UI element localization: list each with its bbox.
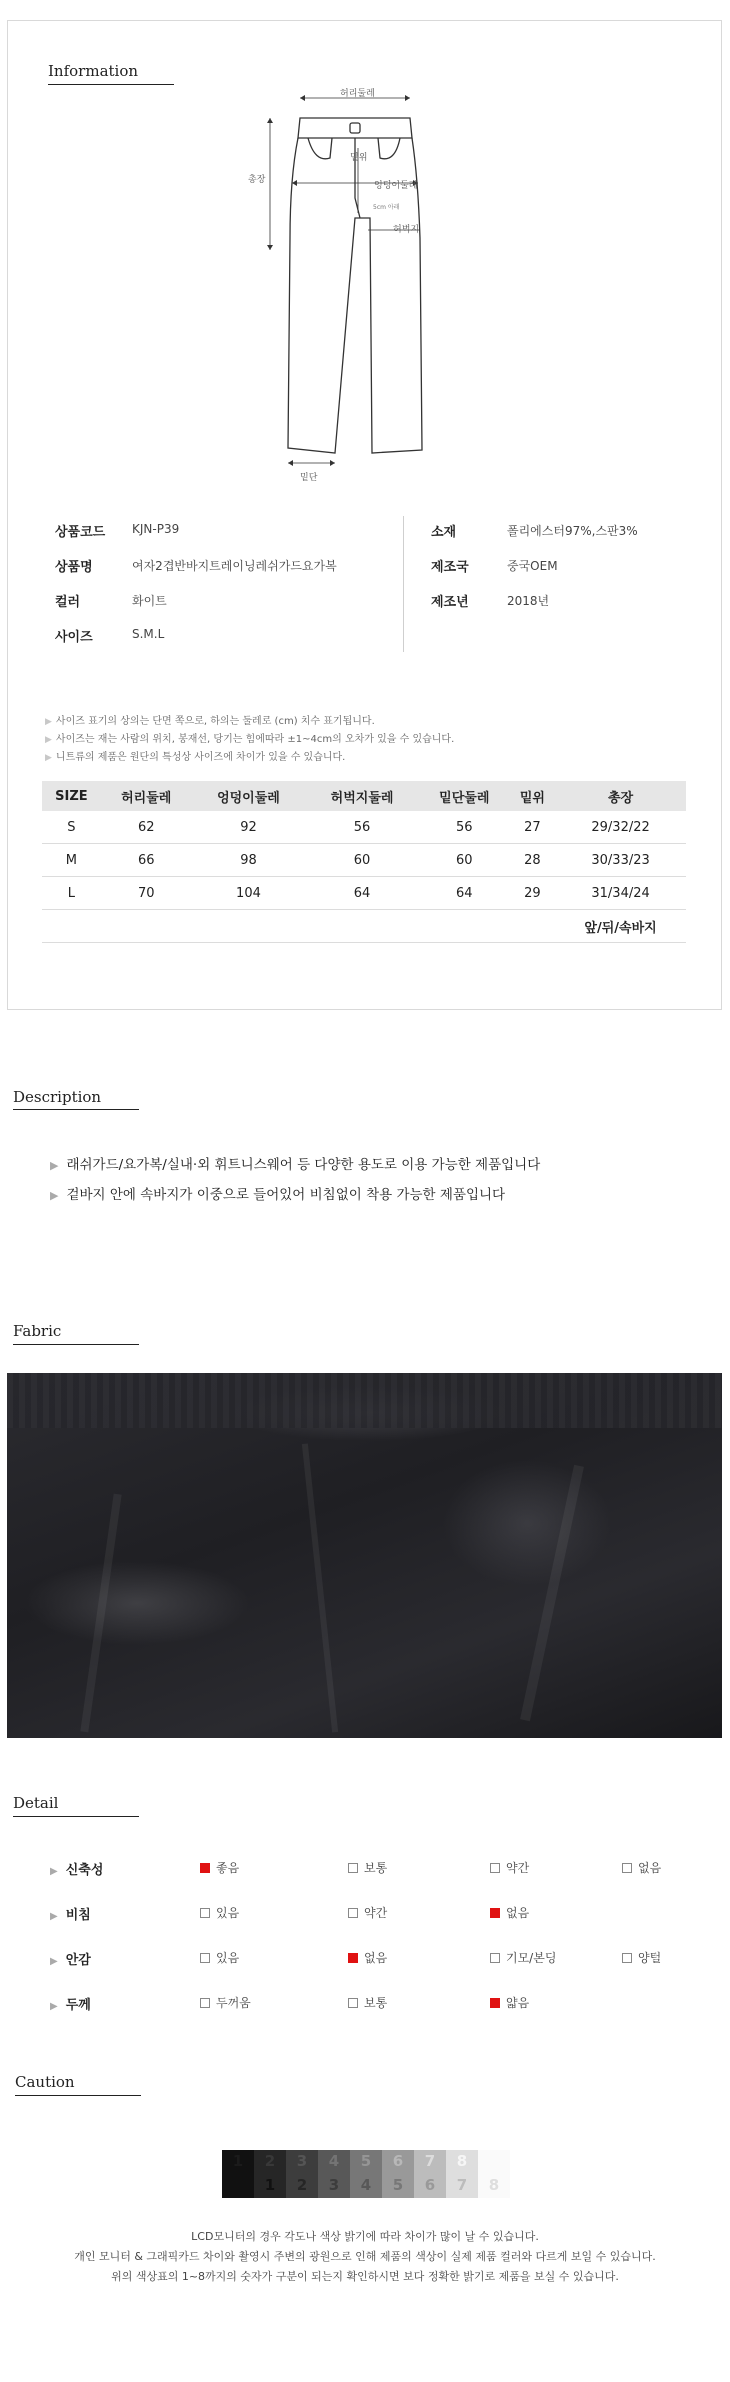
table-cell: 56 bbox=[305, 811, 419, 844]
size-table bbox=[42, 781, 686, 943]
table-cell: 31/34/24 bbox=[555, 877, 686, 910]
description-title-underline bbox=[13, 1109, 139, 1110]
fabric-fold bbox=[302, 1443, 338, 1732]
checkbox-unchecked bbox=[200, 1908, 210, 1918]
detail-label-thickness: ▶ 두께 bbox=[50, 1998, 91, 2013]
fabric-title-underline bbox=[13, 1344, 139, 1345]
table-cell: 104 bbox=[192, 877, 306, 910]
diagram-label-waist: 허리둘레 bbox=[340, 89, 375, 99]
table-cell: 92 bbox=[192, 811, 306, 844]
column-header: 허리둘레 bbox=[101, 781, 192, 811]
detail-option: 얇음 bbox=[490, 1994, 529, 2011]
field-value-country: 중국OEM bbox=[507, 559, 558, 573]
field-label-material: 소재 bbox=[431, 525, 457, 540]
checkbox-checked bbox=[490, 1908, 500, 1918]
column-header: SIZE bbox=[42, 781, 101, 811]
diagram-label-length: 총장 bbox=[248, 175, 266, 185]
table-cell: M bbox=[42, 844, 101, 877]
table-footnote-row bbox=[42, 910, 686, 943]
description-title: Description bbox=[13, 1088, 102, 1106]
checkbox-unchecked bbox=[200, 1998, 210, 2008]
information-title-underline bbox=[48, 84, 174, 85]
diagram-label-thigh-offset: 5cm 아래 bbox=[373, 204, 400, 211]
caution-title: Caution bbox=[15, 2073, 75, 2091]
size-note: ▶ 사이즈는 재는 사람의 위치, 봉재선, 당기는 힘에따라 ±1~4cm의 오차가 있을 수 있습니다. bbox=[45, 734, 455, 745]
field-value-size: S.M.L bbox=[132, 627, 165, 641]
size-note: ▶ 사이즈 표기의 상의는 단면 쪽으로, 하의는 둘레로 (cm) 치수 표기됩니다. bbox=[45, 716, 375, 727]
detail-label-stretch: ▶ 신축성 bbox=[50, 1863, 104, 1878]
brightness-swatch: 8 7 bbox=[446, 2150, 478, 2198]
field-value-material: 폴리에스터97%,스판3% bbox=[507, 524, 638, 538]
description-line: ▶ 겉바지 안에 속바지가 이중으로 들어있어 비침없이 착용 가능한 제품입니다 bbox=[50, 1187, 506, 1203]
detail-option: 없음 bbox=[490, 1904, 529, 1921]
table-cell: 28 bbox=[510, 844, 555, 877]
field-label-year: 제조년 bbox=[431, 595, 469, 610]
checkbox-unchecked bbox=[348, 1908, 358, 1918]
column-header: 총장 bbox=[555, 781, 686, 811]
brightness-swatch: 2 1 bbox=[254, 2150, 286, 2198]
table-cell: 98 bbox=[192, 844, 306, 877]
pants-size-diagram bbox=[260, 78, 470, 478]
column-header: 밑단둘레 bbox=[419, 781, 510, 811]
column-header: 엉덩이둘레 bbox=[192, 781, 306, 811]
field-label-code: 상품코드 bbox=[55, 525, 106, 540]
diagram-label-hem: 밑단 bbox=[300, 473, 318, 483]
detail-option: 있음 bbox=[200, 1949, 239, 1966]
table-cell: 56 bbox=[419, 811, 510, 844]
field-label-name: 상품명 bbox=[55, 560, 93, 575]
checkbox-checked bbox=[490, 1998, 500, 2008]
table-cell: 29 bbox=[510, 877, 555, 910]
checkbox-unchecked bbox=[490, 1863, 500, 1873]
brightness-swatch: 8 bbox=[478, 2150, 510, 2198]
fabric-photo bbox=[7, 1373, 722, 1738]
table-cell: 62 bbox=[101, 811, 192, 844]
caution-title-underline bbox=[15, 2095, 141, 2096]
table-row bbox=[42, 877, 686, 910]
detail-option: 기모/본딩 bbox=[490, 1949, 556, 1966]
detail-option: 없음 bbox=[622, 1859, 661, 1876]
table-row bbox=[42, 844, 686, 877]
checkbox-unchecked bbox=[622, 1863, 632, 1873]
diagram-label-thigh: 허벅지 bbox=[393, 225, 420, 235]
fabric-waistband bbox=[7, 1373, 722, 1428]
caution-text: 개인 모니터 & 그래픽카드 차이와 촬영시 주변의 광원으로 인해 제품의 색상이 실제 제품 컬러와 다르게 보일 수 있습니다. bbox=[74, 2250, 656, 2263]
detail-label-sheerness: ▶ 비침 bbox=[50, 1908, 91, 1923]
detail-option: 약간 bbox=[490, 1859, 529, 1876]
field-value-year: 2018년 bbox=[507, 594, 550, 608]
checkbox-unchecked bbox=[348, 1863, 358, 1873]
table-cell: 29/32/22 bbox=[555, 811, 686, 844]
fabric-fold bbox=[520, 1465, 584, 1721]
field-label-color: 컬러 bbox=[55, 595, 81, 610]
table-row bbox=[42, 811, 686, 844]
field-value-code: KJN-P39 bbox=[132, 522, 180, 536]
diagram-label-rise: 밑위 bbox=[350, 153, 368, 163]
detail-title-underline bbox=[13, 1816, 139, 1817]
diagram-label-hip: 엉덩이둘레 bbox=[374, 181, 418, 191]
brightness-swatch: 5 4 bbox=[350, 2150, 382, 2198]
table-cell: 27 bbox=[510, 811, 555, 844]
checkbox-unchecked bbox=[622, 1953, 632, 1963]
column-header: 밑위 bbox=[510, 781, 555, 811]
table-cell: 30/33/23 bbox=[555, 844, 686, 877]
description-line: ▶ 래쉬가드/요가복/실내·외 휘트니스웨어 등 다양한 용도로 이용 가능한 제품입니다 bbox=[50, 1157, 541, 1173]
table-cell: 64 bbox=[305, 877, 419, 910]
detail-option: 약간 bbox=[348, 1904, 387, 1921]
caution-text: 위의 색상표의 1~8까지의 숫자가 구분이 되는지 확인하시면 보다 정확한 밝기로 제품을 보실 수 있습니다. bbox=[111, 2270, 619, 2283]
detail-title: Detail bbox=[13, 1794, 59, 1812]
checkbox-unchecked bbox=[200, 1953, 210, 1963]
checkbox-unchecked bbox=[348, 1998, 358, 2008]
checkbox-checked bbox=[200, 1863, 210, 1873]
field-label-country: 제조국 bbox=[431, 560, 469, 575]
information-title: Information bbox=[48, 62, 139, 80]
brightness-swatch: 7 6 bbox=[414, 2150, 446, 2198]
table-cell: 60 bbox=[305, 844, 419, 877]
fields-divider bbox=[403, 516, 404, 652]
field-value-color: 화이트 bbox=[132, 594, 167, 608]
detail-option: 보통 bbox=[348, 1994, 387, 2011]
detail-option: 있음 bbox=[200, 1904, 239, 1921]
brightness-swatch: 6 5 bbox=[382, 2150, 414, 2198]
detail-option: 좋음 bbox=[200, 1859, 239, 1876]
table-cell: L bbox=[42, 877, 101, 910]
table-cell: 60 bbox=[419, 844, 510, 877]
table-cell: 66 bbox=[101, 844, 192, 877]
caution-text: LCD모니터의 경우 각도나 색상 밝기에 따라 차이가 많이 날 수 있습니다. bbox=[191, 2230, 539, 2243]
detail-option: 두꺼움 bbox=[200, 1994, 251, 2011]
detail-option: 양털 bbox=[622, 1949, 661, 1966]
table-cell: 64 bbox=[419, 877, 510, 910]
brightness-swatch: 4 3 bbox=[318, 2150, 350, 2198]
table-cell: 70 bbox=[101, 877, 192, 910]
detail-option: 보통 bbox=[348, 1859, 387, 1876]
table-footnote: 앞/뒤/속바지 bbox=[555, 910, 686, 943]
brightness-swatch: 3 2 bbox=[286, 2150, 318, 2198]
table-cell: S bbox=[42, 811, 101, 844]
size-table-header bbox=[42, 781, 686, 811]
detail-label-lining: ▶ 안감 bbox=[50, 1953, 91, 1968]
field-value-name: 여자2겹반바지트레이닝레쉬가드요가복 bbox=[132, 559, 337, 573]
column-header: 허벅지둘레 bbox=[305, 781, 419, 811]
checkbox-unchecked bbox=[490, 1953, 500, 1963]
field-label-size: 사이즈 bbox=[55, 630, 93, 645]
fabric-title: Fabric bbox=[13, 1322, 62, 1340]
detail-option: 없음 bbox=[348, 1949, 387, 1966]
size-note: ▶ 니트류의 제품은 원단의 특성상 사이즈에 차이가 있을 수 있습니다. bbox=[45, 752, 346, 763]
brightness-swatch: 1 bbox=[222, 2150, 254, 2198]
checkbox-checked bbox=[348, 1953, 358, 1963]
fabric-fold bbox=[80, 1494, 121, 1733]
